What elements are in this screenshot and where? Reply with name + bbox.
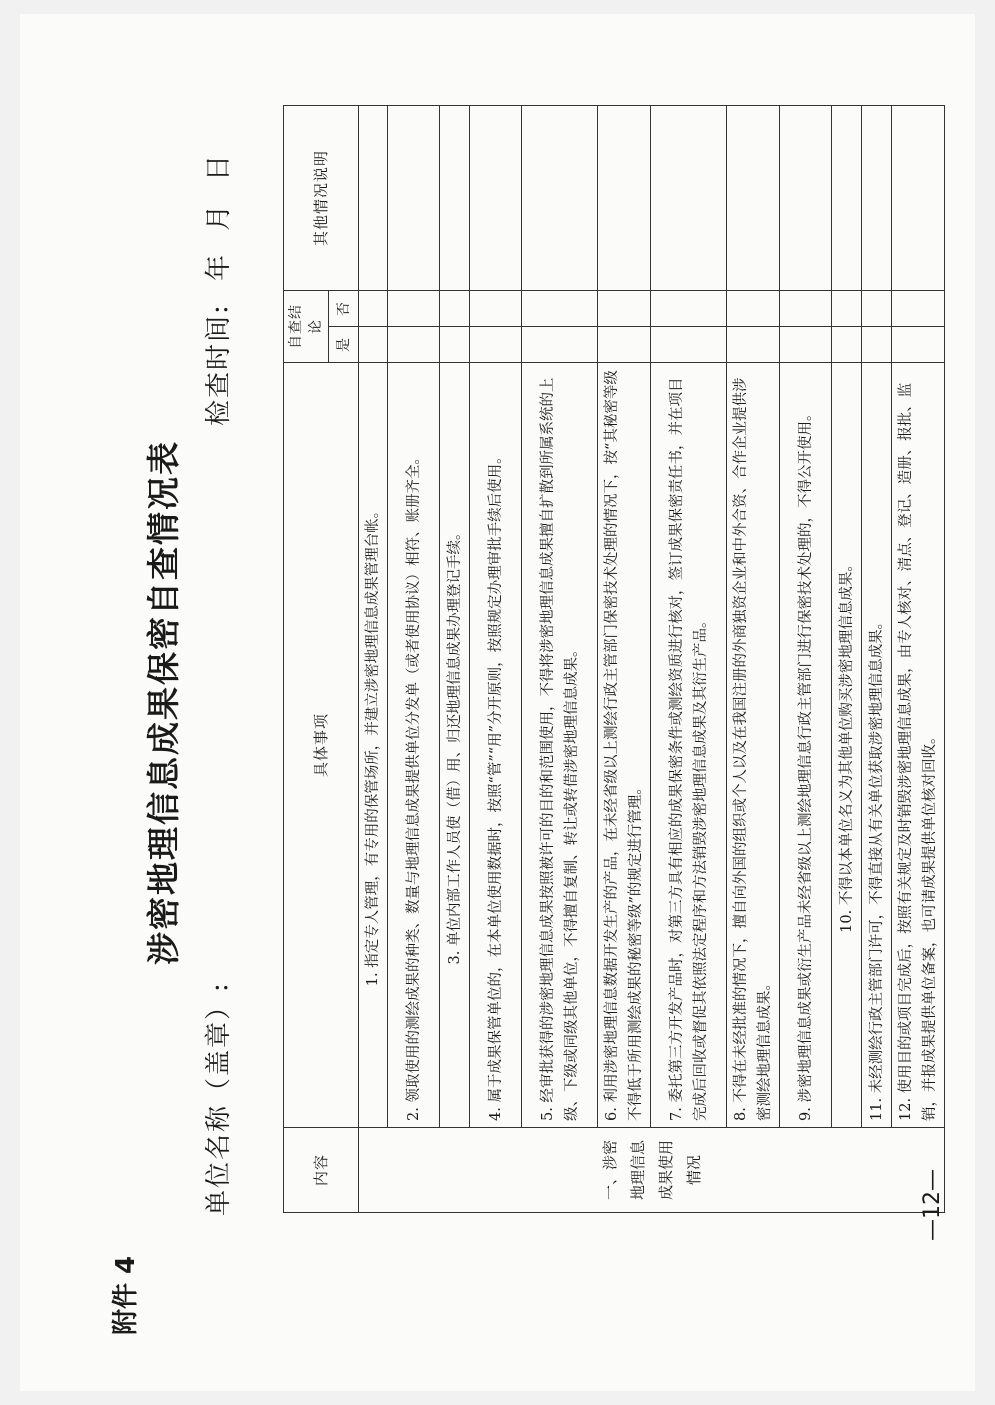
page-number: —12— — [920, 1169, 945, 1241]
no-cell[interactable] — [832, 291, 862, 327]
notes-cell[interactable] — [651, 106, 727, 291]
header-specific-items: 具体事项 — [284, 363, 359, 1128]
page-title: 涉密地理信息成果保密自查情况表 — [144, 440, 183, 965]
no-cell[interactable] — [727, 291, 780, 327]
yes-cell[interactable] — [892, 327, 945, 363]
notes-cell[interactable] — [862, 106, 892, 291]
table-row — [359, 106, 388, 1213]
no-cell[interactable] — [522, 291, 598, 327]
yes-cell[interactable] — [522, 327, 598, 363]
yes-cell[interactable] — [651, 327, 727, 363]
table-row — [440, 106, 470, 1213]
item-text: 7. 委托第三方开发产品时，对第三方具有相应的成果保密条件或测绘资质进行核对，签订成果保密责任书，并在项目完成后回收或督促其依照法定程序和方法销毁涉密地理信息成果及其衍生产品。 — [651, 363, 727, 1128]
item-text: 2. 领取使用的测绘成果的种类、数量与地理信息成果提供单位分发单（或者使用协议）相符、账册齐全。 — [388, 363, 440, 1128]
date-day: 日 — [204, 154, 234, 181]
notes-cell[interactable] — [522, 106, 598, 291]
table-row — [727, 106, 780, 1213]
check-time-label: 检查时间: — [204, 303, 234, 426]
no-cell[interactable] — [470, 291, 522, 327]
unit-name-label: 单位名称（盖章）: — [204, 981, 234, 1216]
no-cell[interactable] — [862, 291, 892, 327]
date-year: 年 — [204, 254, 234, 281]
table-row — [832, 106, 862, 1213]
table-row — [598, 106, 651, 1213]
header-content: 内容 — [284, 1128, 359, 1213]
header-conclusion: 自查结论 — [284, 291, 329, 363]
self-check-table — [283, 105, 945, 1213]
no-cell[interactable] — [388, 291, 440, 327]
yes-cell[interactable] — [470, 327, 522, 363]
yes-cell[interactable] — [598, 327, 651, 363]
notes-cell[interactable] — [359, 106, 388, 291]
header-other-notes: 其他情况说明 — [284, 106, 359, 291]
no-cell[interactable] — [780, 291, 832, 327]
item-text: 12. 使用目的或项目完成后，按照有关规定及时销毁涉密地理信息成果，由专人核对、清点、登记、造册、报批、监销，并报成果提供单位备案，也可请成果提供单位核对回收。 — [892, 363, 945, 1128]
no-cell[interactable] — [651, 291, 727, 327]
yes-cell[interactable] — [359, 327, 388, 363]
notes-cell[interactable] — [780, 106, 832, 291]
yes-cell[interactable] — [440, 327, 470, 363]
notes-cell[interactable] — [727, 106, 780, 291]
yes-cell[interactable] — [832, 327, 862, 363]
yes-cell[interactable] — [727, 327, 780, 363]
table-row — [522, 106, 598, 1213]
item-text: 3. 单位内部工作人员使（借）用、归还地理信息成果办理登记手续。 — [440, 363, 470, 1128]
notes-cell[interactable] — [388, 106, 440, 291]
no-cell[interactable] — [440, 291, 470, 327]
table-row — [651, 106, 727, 1213]
table-row — [892, 106, 945, 1213]
item-text: 11. 未经测绘行政主管部门许可，不得直接从有关单位获取涉密地理信息成果。 — [862, 363, 892, 1128]
yes-cell[interactable] — [862, 327, 892, 363]
item-text: 8. 不得在未经批准的情况下，擅自向外国的组织或个人以及在我国注册的外商独资企业和中外合资、合作企业提供涉密测绘地理信息成果。 — [727, 363, 780, 1128]
no-cell[interactable] — [892, 291, 945, 327]
no-cell[interactable] — [598, 291, 651, 327]
yes-cell[interactable] — [780, 327, 832, 363]
item-text: 9. 涉密地理信息成果或衍生产品未经省级以上测绘地理信息行政主管部门进行保密技术处理的，不得公开使用。 — [780, 363, 832, 1128]
attachment-label: 附件 4 — [111, 1255, 141, 1335]
header-no: 否 — [329, 291, 359, 327]
notes-cell[interactable] — [832, 106, 862, 291]
table-row — [780, 106, 832, 1213]
table-row — [388, 106, 440, 1213]
notes-cell[interactable] — [470, 106, 522, 291]
table-row — [862, 106, 892, 1213]
item-text: 5. 经审批获得的涉密地理信息成果按照被许可的目的和范围使用，不得将涉密地理信息成果擅自扩散到所属系统的上级、下级或同级其他单位，不得擅自复制、转让或转借涉密地理信息成果。 — [522, 363, 598, 1128]
item-text: 10. 不得以本单位名义为其他单位购买涉密地理信息成果。 — [832, 363, 862, 1128]
item-text: 4. 属于成果保管单位的，在本单位使用数据时，按照“管”“用”分开原则，按照规定办理审批手续后使用。 — [470, 363, 522, 1128]
no-cell[interactable] — [359, 291, 388, 327]
yes-cell[interactable] — [388, 327, 440, 363]
notes-cell[interactable] — [598, 106, 651, 291]
notes-cell[interactable] — [892, 106, 945, 291]
header-yes: 是 — [329, 327, 359, 363]
date-month: 月 — [204, 204, 234, 231]
notes-cell[interactable] — [440, 106, 470, 291]
table-row — [470, 106, 522, 1213]
section-label: 一、涉密地理信息成果使用情况 — [359, 1128, 945, 1213]
item-text: 1. 指定专人管理，有专用的保管场所，并建立涉密地理信息成果管理台帐。 — [359, 363, 388, 1128]
item-text: 6. 利用涉密地理信息数据开发生产的产品，在未经省级以上测绘行政主管部门保密技术处理的情况下，按“其秘密等级不得低于所用测绘成果的秘密等级”的规定进行管理。 — [598, 363, 651, 1128]
rotated-page — [20, 14, 975, 1391]
document-sheet — [20, 14, 975, 1391]
